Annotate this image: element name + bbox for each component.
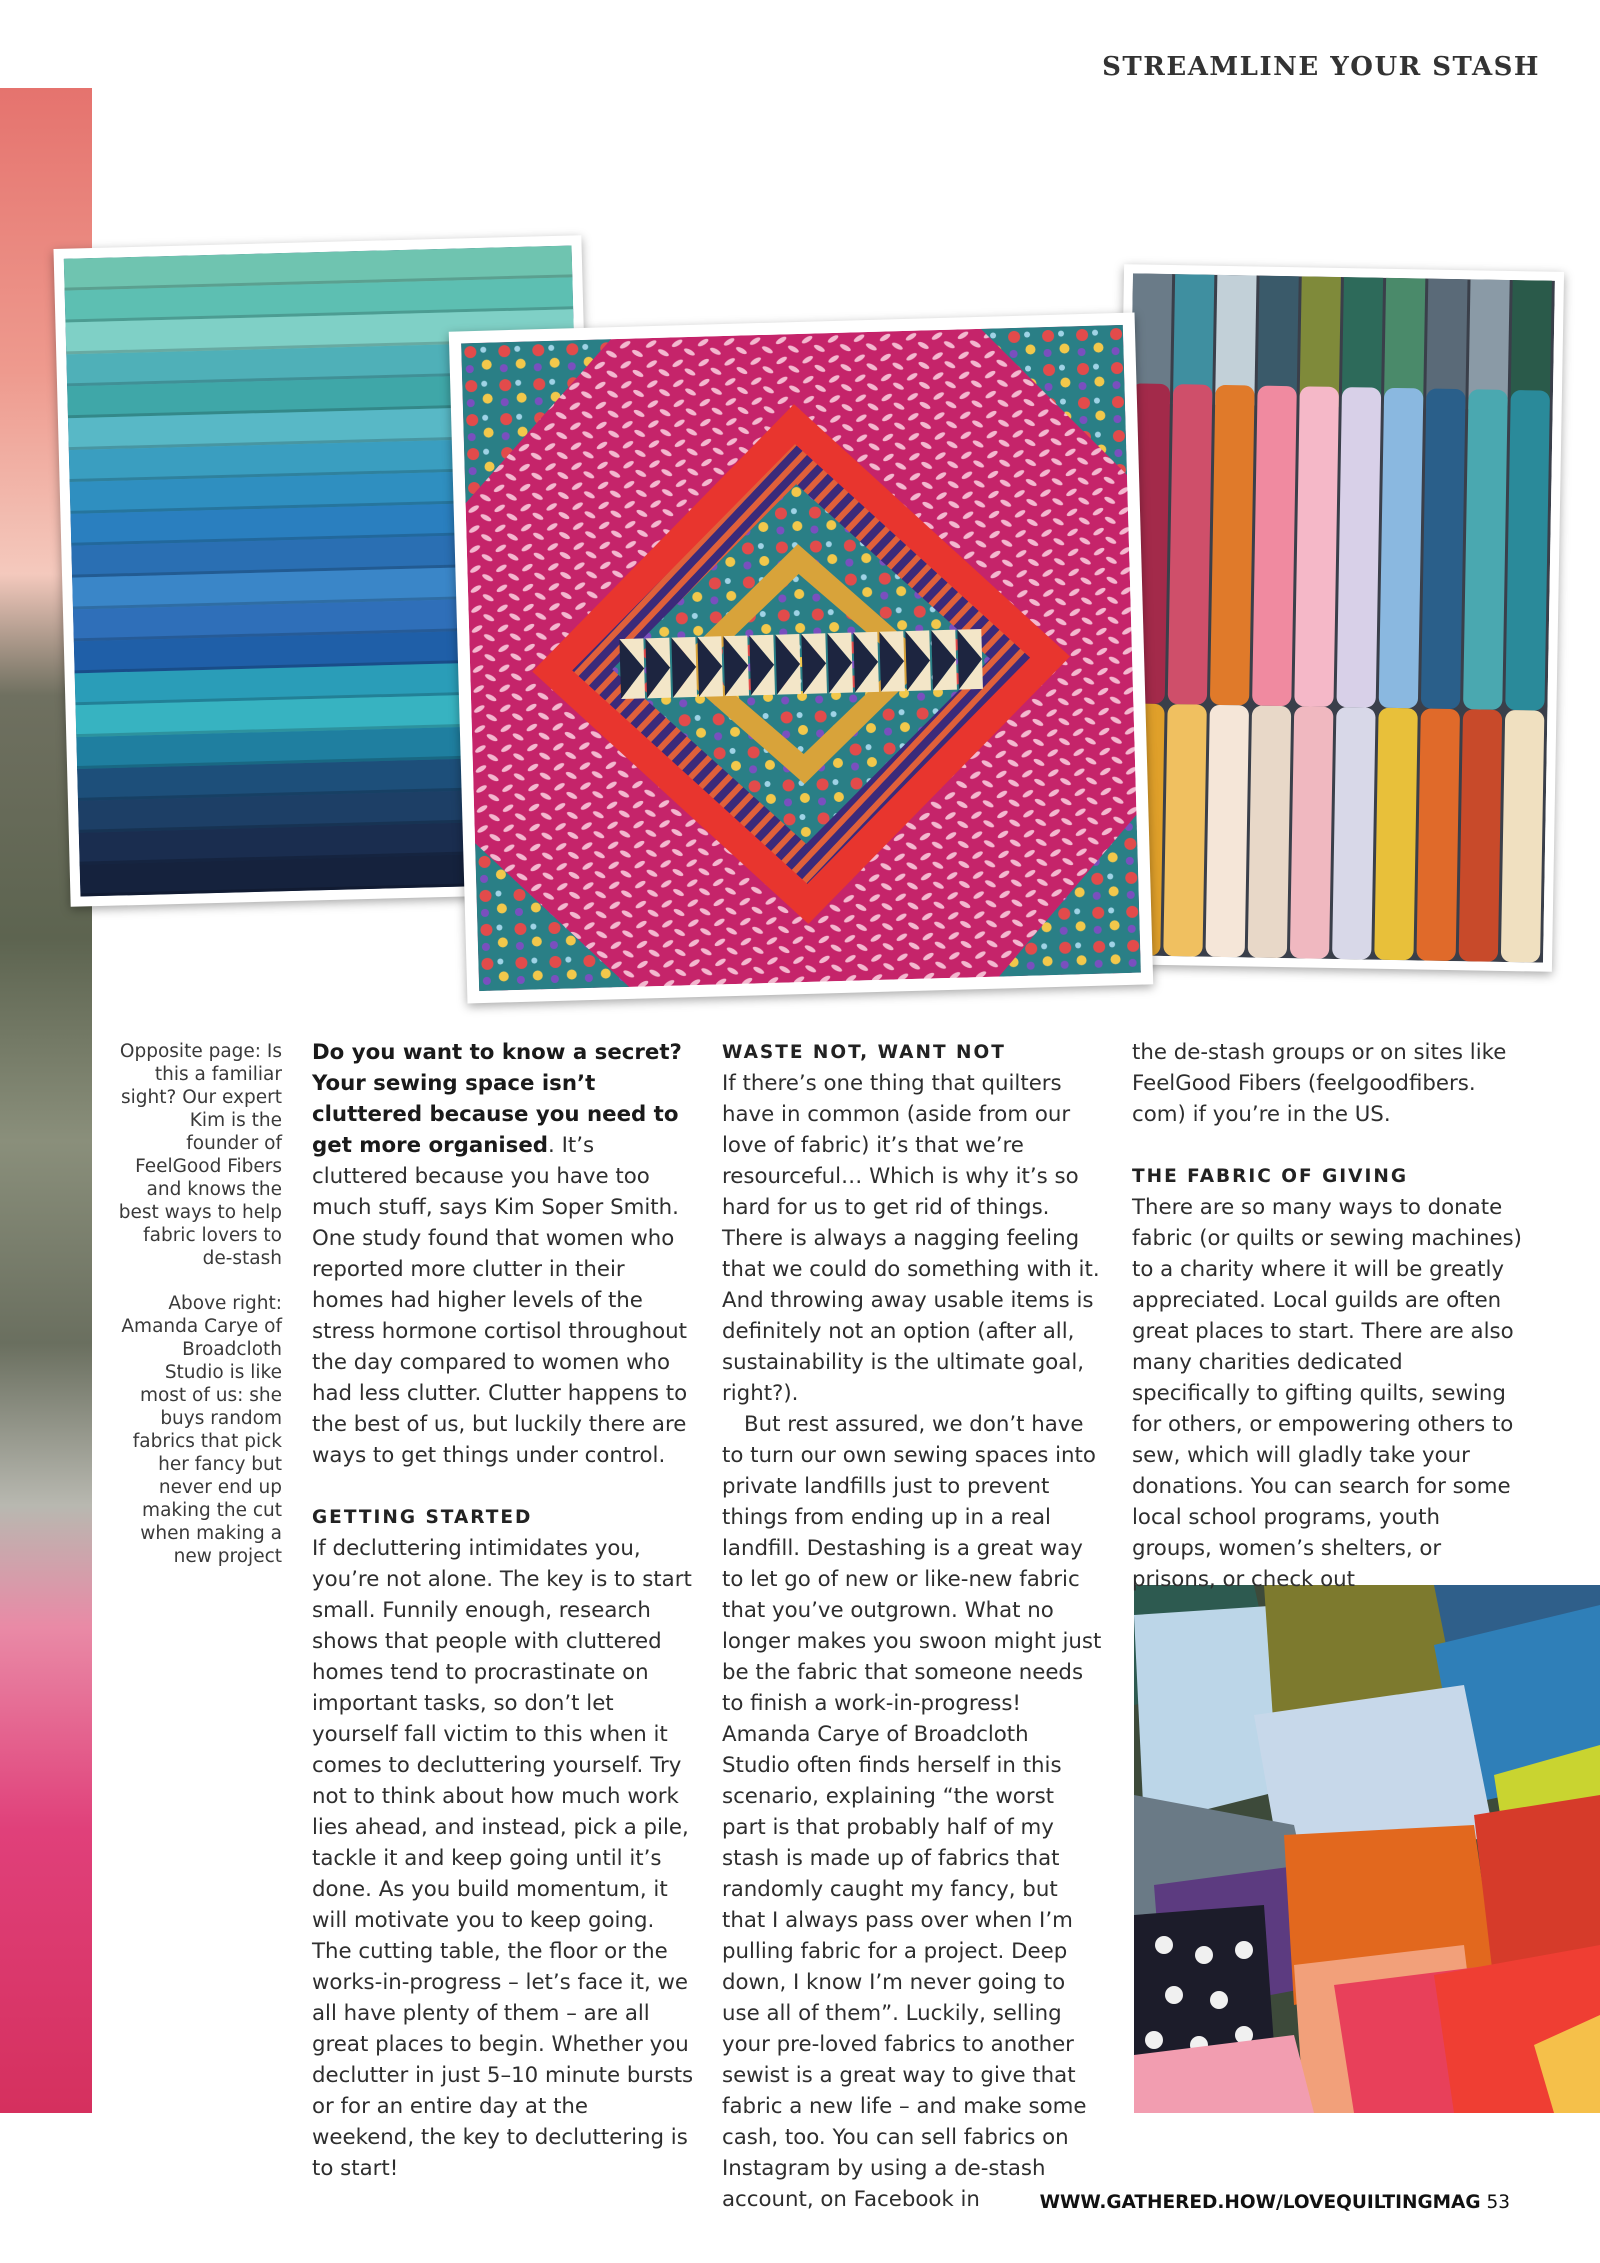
heading-fabric-of-giving: THE FABRIC OF GIVING	[1132, 1166, 1409, 1187]
page-footer	[1040, 2192, 1510, 2213]
waste-not-para-1: If there’s one thing that quilters have in common (aside from our love of fabric) it’s that we’re resourceful… Which is why it’s so hard for us to get rid of things. There is always a nagging feeling that we could do something with it. And throwing away usable items is definitely not an option (after all, sustainability is the ultimate goal, right?).	[722, 1071, 1100, 1406]
running-header: STREAMLINE YOUR STASH	[1102, 52, 1540, 82]
photo-quilt	[449, 313, 1153, 1004]
lead-paragraph-bold: Do you want to know a secret? Your sewing space isn’t cluttered because you need to get more organised	[312, 1040, 682, 1158]
fabric-of-giving-body: There are so many ways to donate fabric (or quilts or sewing machines) to a charity where it will be greatly appreciated. Local guilds are often great places to start. There are also many charities dedicated specifically to gifting quilts, sewing for others, or empowering others to sew, which will gladly take your donations. You can search for some local school programs, youth groups, women’s shelters, or prisons, or check out	[1132, 1195, 1522, 1592]
article-column-2	[722, 1037, 1102, 2215]
getting-started-body: If decluttering intimidates you, you’re not alone. The key is to start small. Funnily enough, research shows that people with cluttered homes tend to procrastinate on important tasks, so don’t let yourself fall victim to this when it comes to decluttering yourself. Try not to think about how much work lies ahead, and instead, pick a pile, tackle it and keep going until it’s done. As you build momentum, it will motivate you to keep going. The cutting table, the floor or the works-in-progress – let’s face it, we all have plenty of them – are all great places to begin. Whether you declutter in just 5–10 minute bursts or for an entire day at the weekend, the key to decluttering is to start!	[312, 1536, 694, 2181]
magazine-url[interactable]: WWW.GATHERED.HOW/LOVEQUILTINGMAG	[1039, 2192, 1481, 2213]
quilt-illustration	[461, 325, 1141, 991]
caption-opposite-page: Opposite page: Is this a familiar sight? Our expert Kim is the founder of FeelGood Fibers and knows the best ways to help fabric lovers to de-stash	[118, 1041, 282, 1269]
caption-above-right: Above right: Amanda Carye of Broadcloth Studio is like most of us: she buys random fabrics that pick her fancy but never end up making the cut when making a new project	[121, 1293, 282, 1567]
fabric-pile-illustration	[1134, 1585, 1600, 2113]
article-column-3	[1132, 1037, 1522, 1595]
photo-fabric-pile	[1134, 1585, 1600, 2113]
fabric-bolts-illustration	[1121, 273, 1555, 962]
heading-waste-not: WASTE NOT, WANT NOT	[722, 1042, 1006, 1063]
lead-paragraph-rest: . It’s cluttered because you have too much stuff, says Kim Soper Smith. One study found that women who reported more clutter in their homes had higher levels of the stress hormone cortisol throughout the day compared to women who had less clutter. Clutter happens to the best of us, but luckily there are ways to get things under control.	[312, 1133, 688, 1468]
column3-continued-para: the de-stash groups or on sites like FeelGood Fibers (feelgoodfibers. com) if you’re in the US.	[1132, 1040, 1507, 1127]
photo-fabric-bolts	[1112, 264, 1564, 972]
photo-caption	[118, 1040, 282, 1590]
article-column-1	[312, 1037, 694, 2184]
heading-getting-started: GETTING STARTED	[312, 1507, 533, 1528]
waste-not-para-2: But rest assured, we don’t have to turn our own sewing spaces into private landfills just to prevent things from ending up in a real landfill. Destashing is a great way to let go of new or like-new fabric that you’ve outgrown. What no longer makes you swoon might just be the fabric that someone needs to finish a work-in-progress! Amanda Carye of Broadcloth Studio often finds herself in this scenario, explaining “the worst part is that probably half of my stash is made up of fabrics that randomly caught my fancy, but that I always pass over when I’m pulling fabric for a project. Deep down, I know I’m never going to use all of them”. Luckily, selling your pre-loved fabrics to another sewist is a great way to give that fabric a new life – and make some cash, too. You can sell fabrics on Instagram by using a de-stash account, on Facebook in	[722, 1412, 1102, 2212]
page-number: 53	[1486, 2192, 1510, 2213]
